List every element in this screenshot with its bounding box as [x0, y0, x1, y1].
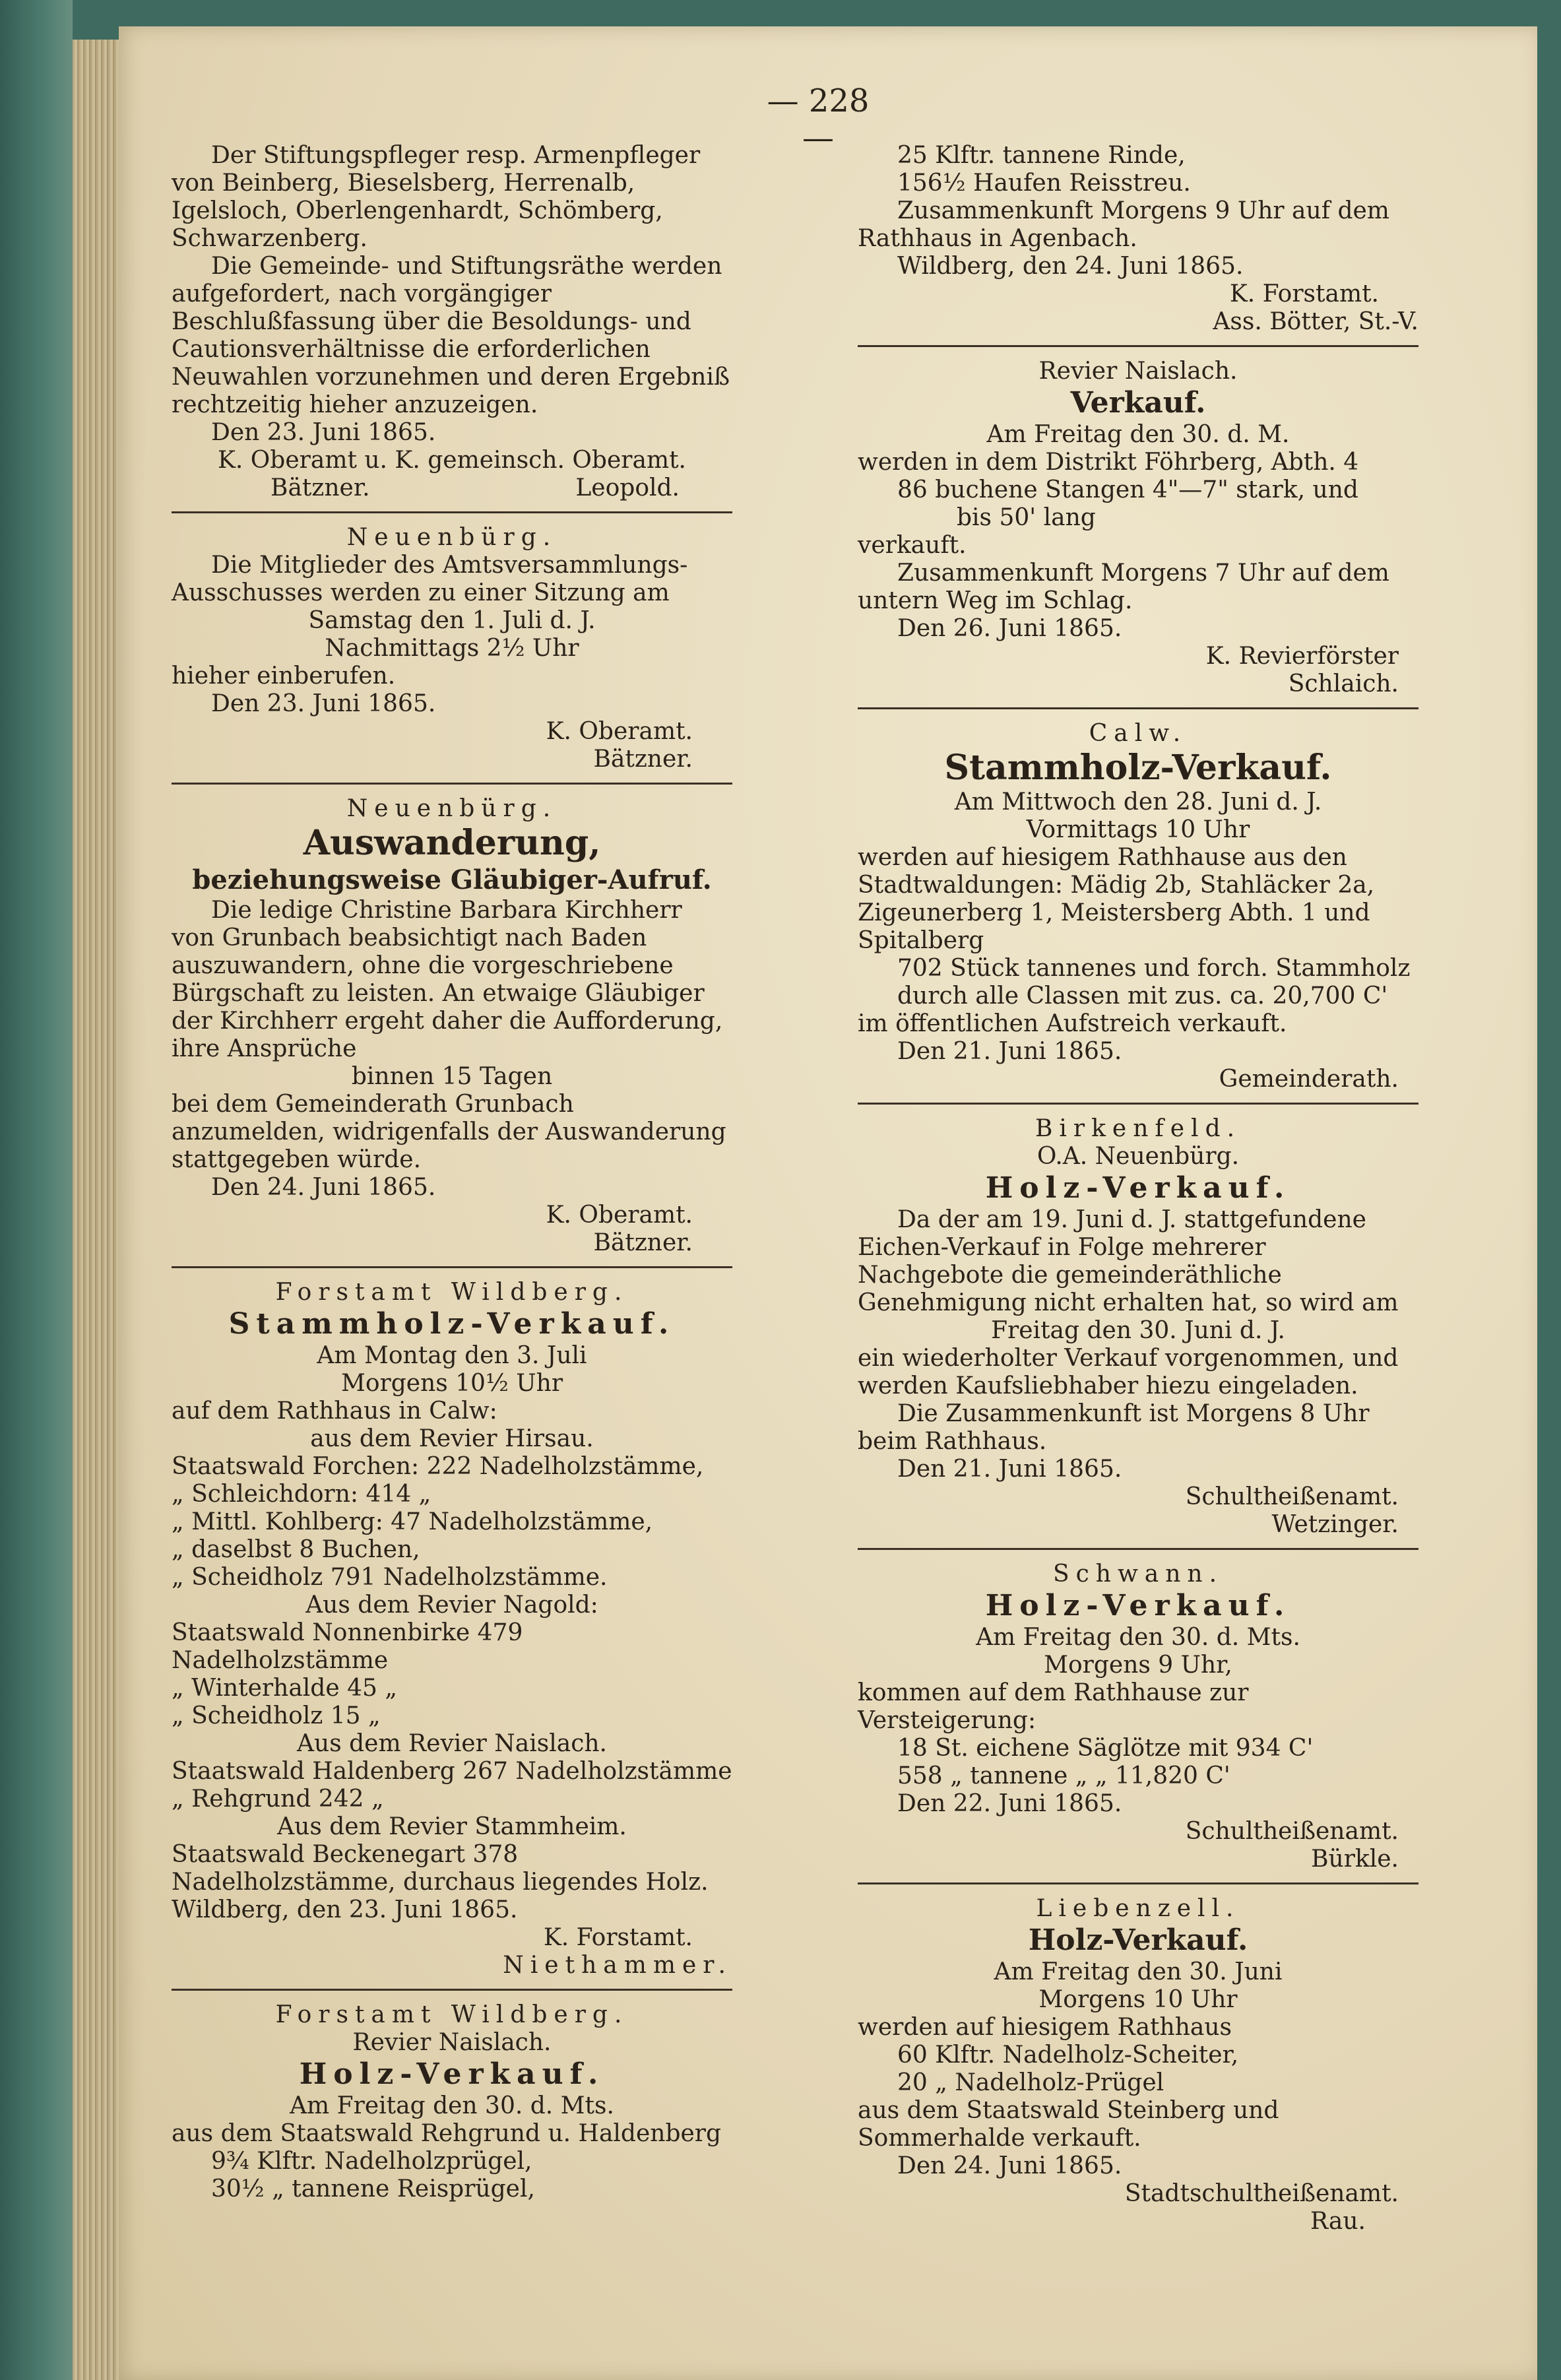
notice-date: Den 21. Juni 1865.	[897, 1038, 1122, 1065]
signature: K. Revierförster	[1205, 643, 1399, 670]
signature: Schultheißenamt.	[1185, 1818, 1399, 1845]
notice-text: Zusammenkunft Morgens 7 Uhr auf dem untern Weg im Schlag.	[858, 560, 1389, 614]
notice-text: Morgens 10 Uhr	[1038, 1986, 1238, 2013]
notice-date: Den 23. Juni 1865.	[211, 419, 436, 446]
listing-row: 9¾ Klftr. Nadelholzprügel,	[211, 2148, 532, 2175]
page-edges	[73, 40, 119, 2380]
signature: Leopold.	[575, 474, 680, 501]
divider	[858, 345, 1418, 347]
notice-auswanderung	[172, 795, 732, 1257]
notice-liebenzell	[858, 1895, 1418, 2235]
notice-date: Den 23. Juni 1865.	[211, 690, 436, 717]
notice-place: Calw.	[1089, 720, 1188, 747]
notice-stiftungspfleger	[172, 142, 732, 502]
notice-text: bei dem Gemeinderath Grunbach anzumelden, widrigenfalls der Auswanderung stattgegeben würde.	[172, 1091, 726, 1173]
listing-row: „ Schleichdorn: 414 „	[172, 1481, 431, 1508]
listing-row: 20 „ Nadelholz-Prügel	[897, 2069, 1164, 2096]
notice-text: Am Montag den 3. Juli	[317, 1342, 587, 1369]
notice-subplace: Revier Naislach.	[352, 2029, 552, 2056]
notice-text: Morgens 10½ Uhr	[340, 1370, 563, 1397]
signature: K. Forstamt.	[543, 1924, 693, 1951]
notice-date: Den 22. Juni 1865.	[897, 1790, 1122, 1817]
notice-date: Den 24. Juni 1865.	[897, 2152, 1122, 2179]
notice-text: Am Freitag den 30. d. Mts.	[976, 1624, 1300, 1651]
listing-row: „ Mittl. Kohlberg: 47 Nadelholzstämme,	[172, 1508, 653, 1535]
notice-forstamt-holz	[172, 2001, 732, 2203]
notice-text: Am Mittwoch den 28. Juni d. J.	[954, 788, 1322, 816]
notice-text: werden auf hiesigem Rathhause aus den Stadtwaldungen: Mädig 2b, Stahläcker 2a, Zigeunerberg 1, Meistersberg Abth. 1 und Spitalberg	[858, 844, 1375, 954]
listing-row: 60 Klftr. Nadelholz-Scheiter,	[897, 2042, 1239, 2069]
divider	[172, 1266, 732, 1268]
notice-title: Stammholz-Verkauf.	[944, 748, 1332, 788]
notice-place: Liebenzell.	[1036, 1895, 1240, 1922]
notice-text: ein wiederholter Verkauf vorgenommen, und werden Kaufsliebhaber hiezu eingeladen.	[858, 1345, 1399, 1399]
listing-row: „ daselbst 8 Buchen,	[172, 1536, 420, 1563]
listing-row: „ Scheidholz 15 „	[172, 1702, 381, 1729]
divider	[172, 511, 732, 513]
notice-text: 702 Stück tannenes und forch. Stammholz	[897, 955, 1411, 982]
signature: Niethammer.	[503, 1952, 732, 1979]
notice-text: Staatswald Beckenegart 378 Nadelholzstämme, durchaus liegendes Holz.	[172, 1841, 709, 1896]
page-number: — 228 —	[767, 82, 870, 156]
notice-place: Neuenbürg.	[346, 795, 558, 822]
notice-calw	[858, 720, 1418, 1093]
notice-text: Die Zusammenkunft ist Morgens 8 Uhr beim Rathhaus.	[858, 1400, 1370, 1455]
listing-row: „ Winterhalde 45 „	[172, 1675, 397, 1702]
divider	[172, 1989, 732, 1991]
notice-text: Nachmittags 2½ Uhr	[325, 635, 579, 662]
notice-text: Die Gemeinde- und Stiftungsräthe werden aufgefordert, nach vorgängiger Beschlußfassung über die Besoldungs- und Cautionsverhältnisse die erforderlichen Neuwahlen vorzunehmen und deren Ergebniß rechtzeitig hieher anzuzeigen.	[172, 253, 730, 418]
notice-birkenfeld	[858, 1115, 1418, 1539]
notice-text: aus dem Staatswald Steinberg und Sommerhalde verkauft.	[858, 2097, 1279, 2152]
notice-text: Am Freitag den 30. Juni	[994, 1958, 1283, 1985]
notice-text: Freitag den 30. Juni d. J.	[991, 1317, 1285, 1344]
signature: Ass. Bötter, St.-V.	[1213, 308, 1418, 335]
notice-title: Holz-Verkauf.	[1028, 1923, 1248, 1957]
notice-text: Der Stiftungspfleger resp. Armenpfleger von Beinberg, Bieselsberg, Herrenalb, Igelsloch, Oberlengenhardt, Schömberg, Schwarzenberg.	[172, 142, 701, 252]
notice-text: im öffentlichen Aufstreich verkauft.	[858, 1010, 1287, 1037]
listing-row: Staatswald Nonnenbirke 479 Nadelholzstämme	[172, 1619, 523, 1674]
left-column	[172, 142, 732, 2203]
listing-row: „ Scheidholz 791 Nadelholzstämme.	[172, 1564, 608, 1591]
notice-text: Aus dem Revier Nagold:	[305, 1592, 598, 1619]
signature: Wetzinger.	[1271, 1511, 1399, 1538]
signature: Schultheißenamt.	[1185, 1483, 1399, 1510]
listing-row: 156½ Haufen Reisstreu.	[897, 170, 1191, 197]
notice-place: Neuenbürg.	[346, 524, 558, 551]
notice-text: Samstag den 1. Juli d. J.	[308, 607, 596, 634]
notice-text: bis 50' lang	[957, 504, 1096, 531]
notice-forstamt-stammholz	[172, 1279, 732, 1979]
right-column	[858, 142, 1418, 2235]
notice-text: Die ledige Christine Barbara Kirchherr von Grunbach beabsichtigt nach Baden auszuwandern, ohne die vorgeschriebene Bürgschaft zu leisten. An etwaige Gläubiger der Kirchherr ergeht daher die Aufforderung, ihre Ansprüche	[172, 897, 723, 1062]
notice-date: Wildberg, den 24. Juni 1865.	[897, 253, 1244, 280]
notice-text: aus dem Staatswald Rehgrund u. Haldenberg	[172, 2120, 722, 2147]
notice-text: verkauft.	[858, 532, 967, 559]
signature: K. Oberamt.	[546, 718, 693, 745]
notice-title: Holz-Verkauf.	[985, 1589, 1291, 1623]
divider	[858, 1103, 1418, 1105]
listing-row: „ Rehgrund 242 „	[172, 1785, 384, 1813]
listing-row: Staatswald Haldenberg 267 Nadelholzstämme	[172, 1758, 732, 1785]
notice-text: binnen 15 Tagen	[351, 1063, 553, 1090]
notice-title: Stammholz-Verkauf.	[228, 1307, 676, 1341]
notice-text: Aus dem Revier Naislach.	[297, 1730, 607, 1757]
divider	[858, 1548, 1418, 1550]
notice-place: Revier Naislach.	[1038, 358, 1238, 385]
notice-title: Holz-Verkauf.	[299, 2057, 605, 2091]
signature: Schlaich.	[1288, 670, 1399, 697]
notice-text: aus dem Revier Hirsau.	[310, 1425, 594, 1452]
notice-date: Den 24. Juni 1865.	[211, 1174, 436, 1201]
notice-subtitle: beziehungsweise Gläubiger-Aufruf.	[192, 864, 712, 895]
notice-title: Holz-Verkauf.	[985, 1171, 1291, 1205]
notice-text: Die Mitglieder des Amtsversammlungs-Ausschusses werden zu einer Sitzung am	[172, 552, 688, 606]
notice-text: Zusammenkunft Morgens 9 Uhr auf dem Rathhaus in Agenbach.	[858, 197, 1389, 252]
notice-place: Forstamt Wildberg.	[275, 1279, 629, 1306]
notice-text: Aus dem Revier Stammheim.	[277, 1813, 627, 1840]
signature: Gemeinderath.	[1219, 1066, 1399, 1093]
notice-date: Den 26. Juni 1865.	[897, 615, 1122, 642]
signature: Bätzner.	[593, 746, 693, 773]
notice-schwann	[858, 1560, 1418, 1873]
notice-forstamt-holz-cont	[858, 142, 1418, 336]
signature: Stadtschultheißenamt.	[1124, 2180, 1399, 2207]
signature: K. Forstamt.	[1229, 280, 1379, 307]
notice-text: Morgens 9 Uhr,	[1044, 1652, 1232, 1679]
notice-title: Verkauf.	[1070, 386, 1206, 420]
notice-text: auf dem Rathhaus in Calw:	[172, 1398, 497, 1425]
divider	[858, 707, 1418, 709]
listing-row: 30½ „ tannene Reisprügel,	[211, 2175, 535, 2203]
notice-text: werden in dem Distrikt Föhrberg, Abth. 4	[858, 449, 1359, 476]
notice-subplace: O.A. Neuenbürg.	[1036, 1143, 1240, 1170]
notice-place: Forstamt Wildberg.	[275, 2001, 629, 2028]
notice-amtsversammlung	[172, 524, 732, 773]
notice-text: werden auf hiesigem Rathhaus	[858, 2014, 1232, 2041]
notice-place: Birkenfeld.	[1035, 1115, 1242, 1142]
notice-date: Wildberg, den 23. Juni 1865.	[172, 1896, 518, 1923]
notice-revier-naislach	[858, 358, 1418, 698]
listing-row: 25 Klftr. tannene Rinde,	[897, 142, 1186, 169]
notice-text: hieher einberufen.	[172, 662, 396, 690]
signature: Bätzner.	[271, 474, 370, 501]
notice-text: Am Freitag den 30. d. Mts.	[290, 2092, 614, 2119]
notice-text: kommen auf dem Rathhause zur Versteigerung:	[858, 1679, 1249, 1734]
signature: Rau.	[1310, 2208, 1366, 2235]
divider	[858, 1882, 1418, 1884]
listing-row: 18 St. eichene Säglötze mit 934 C'	[897, 1735, 1314, 1762]
notice-text: Da der am 19. Juni d. J. stattgefundene Eichen-Verkauf in Folge mehrerer Nachgebote die gemeinderäthliche Genehmigung nicht erhalten hat, so wird am	[858, 1206, 1399, 1316]
signature: Bürkle.	[1311, 1846, 1399, 1873]
listing-row: 558 „ tannene „ „ 11,820 C'	[897, 1762, 1230, 1789]
notice-text: Am Freitag den 30. d. M.	[986, 421, 1290, 448]
notice-text: 86 buchene Stangen 4"—7" stark, und	[897, 476, 1358, 503]
divider	[172, 783, 732, 785]
notice-text: Vormittags 10 Uhr	[1026, 816, 1250, 843]
signature: K. Oberamt.	[546, 1202, 693, 1229]
book-cover-edge	[0, 0, 73, 2380]
signature: K. Oberamt u. K. gemeinsch. Oberamt.	[218, 447, 686, 474]
listing-row: Staatswald Forchen: 222 Nadelholzstämme,	[172, 1453, 704, 1480]
notice-text: durch alle Classen mit zus. ca. 20,700 C'	[897, 982, 1388, 1010]
notice-title: Auswanderung,	[303, 823, 601, 863]
notice-date: Den 21. Juni 1865.	[897, 1456, 1122, 1483]
signature: Bätzner.	[593, 1229, 693, 1256]
notice-place: Schwann.	[1052, 1560, 1224, 1588]
